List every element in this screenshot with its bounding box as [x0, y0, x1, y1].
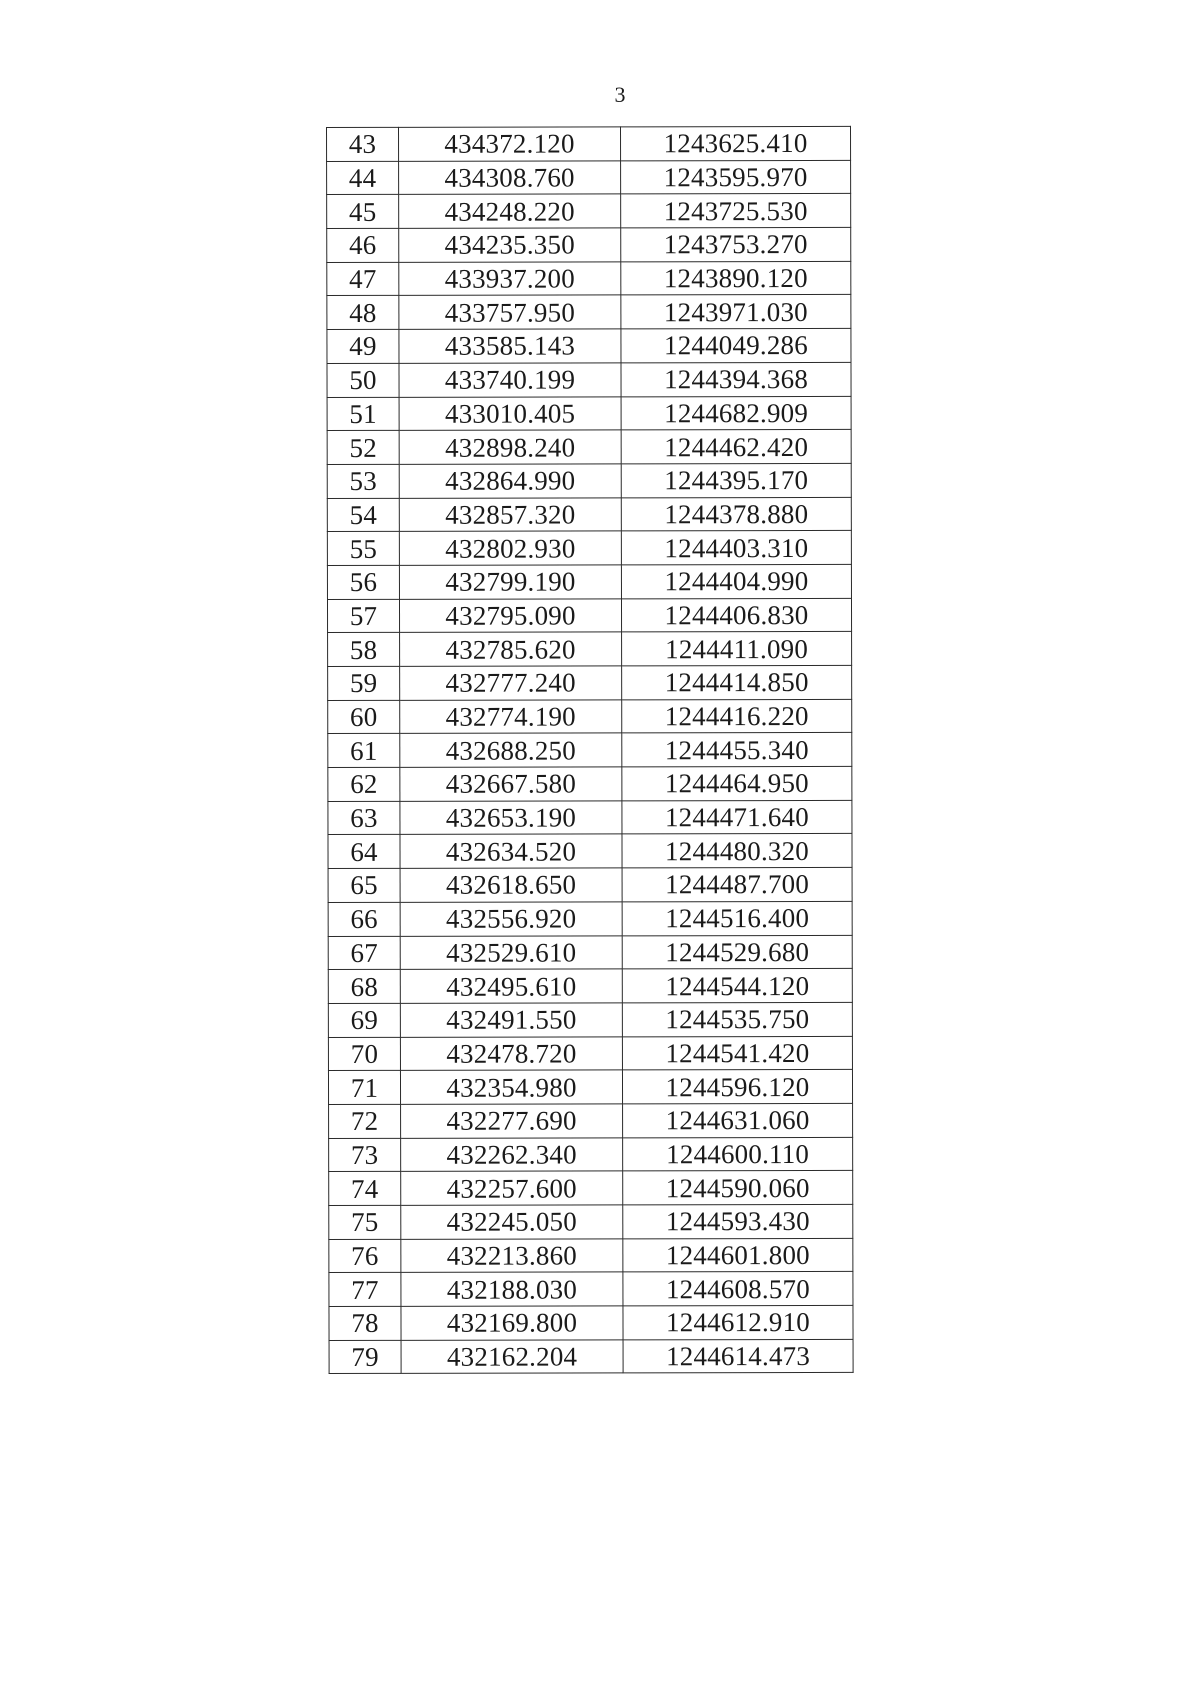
x-coordinate-cell: 432478.720 — [400, 1036, 622, 1070]
point-number-cell: 72 — [329, 1104, 401, 1138]
point-number-cell: 48 — [327, 296, 399, 330]
x-coordinate-cell: 432257.600 — [401, 1171, 623, 1205]
table-row — [327, 329, 851, 364]
table-row — [328, 1070, 852, 1105]
table-row — [328, 901, 852, 936]
table-row — [327, 531, 851, 566]
x-coordinate-cell: 432354.980 — [400, 1070, 622, 1104]
table-row — [329, 1339, 853, 1374]
table-row — [327, 463, 851, 498]
point-number-cell: 78 — [329, 1306, 401, 1340]
y-coordinate-cell: 1244682.909 — [621, 396, 851, 430]
table-row — [329, 1137, 853, 1172]
x-coordinate-cell: 432785.620 — [400, 632, 622, 666]
point-number-cell: 54 — [327, 498, 399, 532]
point-number-cell: 64 — [328, 835, 400, 869]
y-coordinate-cell: 1244535.750 — [622, 1002, 852, 1036]
y-coordinate-cell: 1244455.340 — [622, 733, 852, 767]
point-number-cell: 71 — [328, 1071, 400, 1105]
y-coordinate-cell: 1244395.170 — [621, 463, 851, 497]
y-coordinate-cell: 1243971.030 — [621, 295, 851, 329]
y-coordinate-cell: 1244487.700 — [622, 868, 852, 902]
page-number: 3 — [614, 82, 626, 107]
y-coordinate-cell: 1244411.090 — [622, 632, 852, 666]
point-number-cell: 60 — [328, 700, 400, 734]
x-coordinate-cell: 432688.250 — [400, 733, 622, 767]
x-coordinate-cell: 433740.199 — [399, 363, 621, 397]
point-number-cell: 46 — [327, 228, 399, 262]
x-coordinate-cell: 432262.340 — [401, 1138, 623, 1172]
x-coordinate-cell: 432857.320 — [399, 497, 621, 531]
y-coordinate-cell: 1244516.400 — [622, 901, 852, 935]
point-number-cell: 61 — [328, 734, 400, 768]
y-coordinate-cell: 1244596.120 — [622, 1070, 852, 1104]
x-coordinate-cell: 432799.190 — [399, 565, 621, 599]
point-number-cell: 62 — [328, 767, 400, 801]
point-number-cell: 58 — [328, 633, 400, 667]
y-coordinate-cell: 1244462.420 — [621, 430, 851, 464]
point-number-cell: 57 — [327, 599, 399, 633]
coordinates-table — [326, 126, 854, 1375]
x-coordinate-cell: 432667.580 — [400, 767, 622, 801]
x-coordinate-cell: 434235.350 — [399, 228, 621, 262]
x-coordinate-cell: 432898.240 — [399, 430, 621, 464]
y-coordinate-cell: 1244541.420 — [622, 1036, 852, 1070]
x-coordinate-cell: 432491.550 — [400, 1003, 622, 1037]
table-row — [328, 733, 852, 768]
y-coordinate-cell: 1244631.060 — [623, 1103, 853, 1137]
x-coordinate-cell: 434372.120 — [399, 127, 621, 161]
table-row — [327, 598, 851, 633]
y-coordinate-cell: 1243890.120 — [621, 261, 851, 295]
y-coordinate-cell: 1244406.830 — [621, 598, 851, 632]
table-row — [327, 430, 851, 465]
table-row — [327, 396, 851, 431]
y-coordinate-cell: 1244378.880 — [621, 497, 851, 531]
point-number-cell: 70 — [328, 1037, 400, 1071]
y-coordinate-cell: 1244414.850 — [622, 665, 852, 699]
point-number-cell: 53 — [327, 464, 399, 498]
table-row — [327, 362, 851, 397]
y-coordinate-cell: 1243725.530 — [621, 194, 851, 228]
point-number-cell: 44 — [327, 161, 399, 195]
table-row — [329, 1171, 853, 1206]
table-row — [327, 261, 851, 296]
table-row — [327, 497, 851, 532]
x-coordinate-cell: 432495.610 — [400, 969, 622, 1003]
point-number-cell: 79 — [329, 1340, 401, 1374]
point-number-cell: 56 — [327, 565, 399, 599]
table-row — [328, 766, 852, 801]
y-coordinate-cell: 1243595.970 — [621, 160, 851, 194]
y-coordinate-cell: 1244403.310 — [621, 531, 851, 565]
point-number-cell: 75 — [329, 1205, 401, 1239]
x-coordinate-cell: 432529.610 — [400, 935, 622, 969]
x-coordinate-cell: 432802.930 — [399, 531, 621, 565]
table-row — [329, 1238, 853, 1273]
x-coordinate-cell: 434308.760 — [399, 161, 621, 195]
point-number-cell: 68 — [328, 970, 400, 1004]
point-number-cell: 76 — [329, 1239, 401, 1273]
y-coordinate-cell: 1244471.640 — [622, 800, 852, 834]
y-coordinate-cell: 1244480.320 — [622, 834, 852, 868]
y-coordinate-cell: 1244612.910 — [623, 1305, 853, 1339]
y-coordinate-cell: 1244464.950 — [622, 766, 852, 800]
point-number-cell: 67 — [328, 936, 400, 970]
table-row — [328, 1036, 852, 1071]
x-coordinate-cell: 433010.405 — [399, 396, 621, 430]
table-row — [328, 665, 852, 700]
point-number-cell: 73 — [329, 1138, 401, 1172]
x-coordinate-cell: 432795.090 — [399, 599, 621, 633]
x-coordinate-cell: 432653.190 — [400, 801, 622, 835]
x-coordinate-cell: 432188.030 — [401, 1272, 623, 1306]
y-coordinate-cell: 1243625.410 — [621, 126, 851, 160]
point-number-cell: 52 — [327, 431, 399, 465]
y-coordinate-cell: 1244593.430 — [623, 1204, 853, 1238]
x-coordinate-cell: 433937.200 — [399, 262, 621, 296]
point-number-cell: 49 — [327, 329, 399, 363]
table-row — [328, 935, 852, 970]
x-coordinate-cell: 433585.143 — [399, 329, 621, 363]
y-coordinate-cell: 1244608.570 — [623, 1272, 853, 1306]
x-coordinate-cell: 434248.220 — [399, 194, 621, 228]
y-coordinate-cell: 1244614.473 — [623, 1339, 853, 1373]
y-coordinate-cell: 1243753.270 — [621, 227, 851, 261]
point-number-cell: 43 — [327, 127, 399, 161]
point-number-cell: 50 — [327, 363, 399, 397]
point-number-cell: 63 — [328, 801, 400, 835]
x-coordinate-cell: 432556.920 — [400, 902, 622, 936]
table-row — [327, 227, 851, 262]
y-coordinate-cell: 1244529.680 — [622, 935, 852, 969]
x-coordinate-cell: 433757.950 — [399, 295, 621, 329]
point-number-cell: 65 — [328, 868, 400, 902]
point-number-cell: 47 — [327, 262, 399, 296]
table-row — [329, 1103, 853, 1138]
table-row — [328, 632, 852, 667]
y-coordinate-cell: 1244049.286 — [621, 329, 851, 363]
point-number-cell: 51 — [327, 397, 399, 431]
table-row — [327, 564, 851, 599]
y-coordinate-cell: 1244590.060 — [623, 1171, 853, 1205]
y-coordinate-cell: 1244404.990 — [621, 564, 851, 598]
table-row — [328, 800, 852, 835]
table-row — [327, 194, 851, 229]
x-coordinate-cell: 432162.204 — [401, 1340, 623, 1374]
point-number-cell: 66 — [328, 902, 400, 936]
x-coordinate-cell: 432774.190 — [400, 700, 622, 734]
table-row — [329, 1204, 853, 1239]
x-coordinate-cell: 432777.240 — [400, 666, 622, 700]
table-row — [329, 1272, 853, 1307]
point-number-cell: 45 — [327, 195, 399, 229]
y-coordinate-cell: 1244416.220 — [622, 699, 852, 733]
y-coordinate-cell: 1244394.368 — [621, 362, 851, 396]
point-number-cell: 77 — [329, 1273, 401, 1307]
x-coordinate-cell: 432245.050 — [401, 1205, 623, 1239]
point-number-cell: 55 — [327, 532, 399, 566]
table-row — [327, 126, 851, 161]
point-number-cell: 69 — [328, 1003, 400, 1037]
table-row — [328, 699, 852, 734]
table-row — [328, 969, 852, 1004]
x-coordinate-cell: 432634.520 — [400, 834, 622, 868]
table-row — [329, 1305, 853, 1340]
point-number-cell: 59 — [328, 666, 400, 700]
table-row — [328, 1002, 852, 1037]
y-coordinate-cell: 1244544.120 — [622, 969, 852, 1003]
x-coordinate-cell: 432864.990 — [399, 464, 621, 498]
table-row — [328, 868, 852, 903]
y-coordinate-cell: 1244601.800 — [623, 1238, 853, 1272]
table-row — [327, 160, 851, 195]
x-coordinate-cell: 432213.860 — [401, 1239, 623, 1273]
table-row — [327, 295, 851, 330]
x-coordinate-cell: 432277.690 — [401, 1104, 623, 1138]
x-coordinate-cell: 432169.800 — [401, 1306, 623, 1340]
point-number-cell: 74 — [329, 1172, 401, 1206]
table-row — [328, 834, 852, 869]
x-coordinate-cell: 432618.650 — [400, 868, 622, 902]
y-coordinate-cell: 1244600.110 — [623, 1137, 853, 1171]
coordinates-table-body — [327, 126, 854, 1374]
